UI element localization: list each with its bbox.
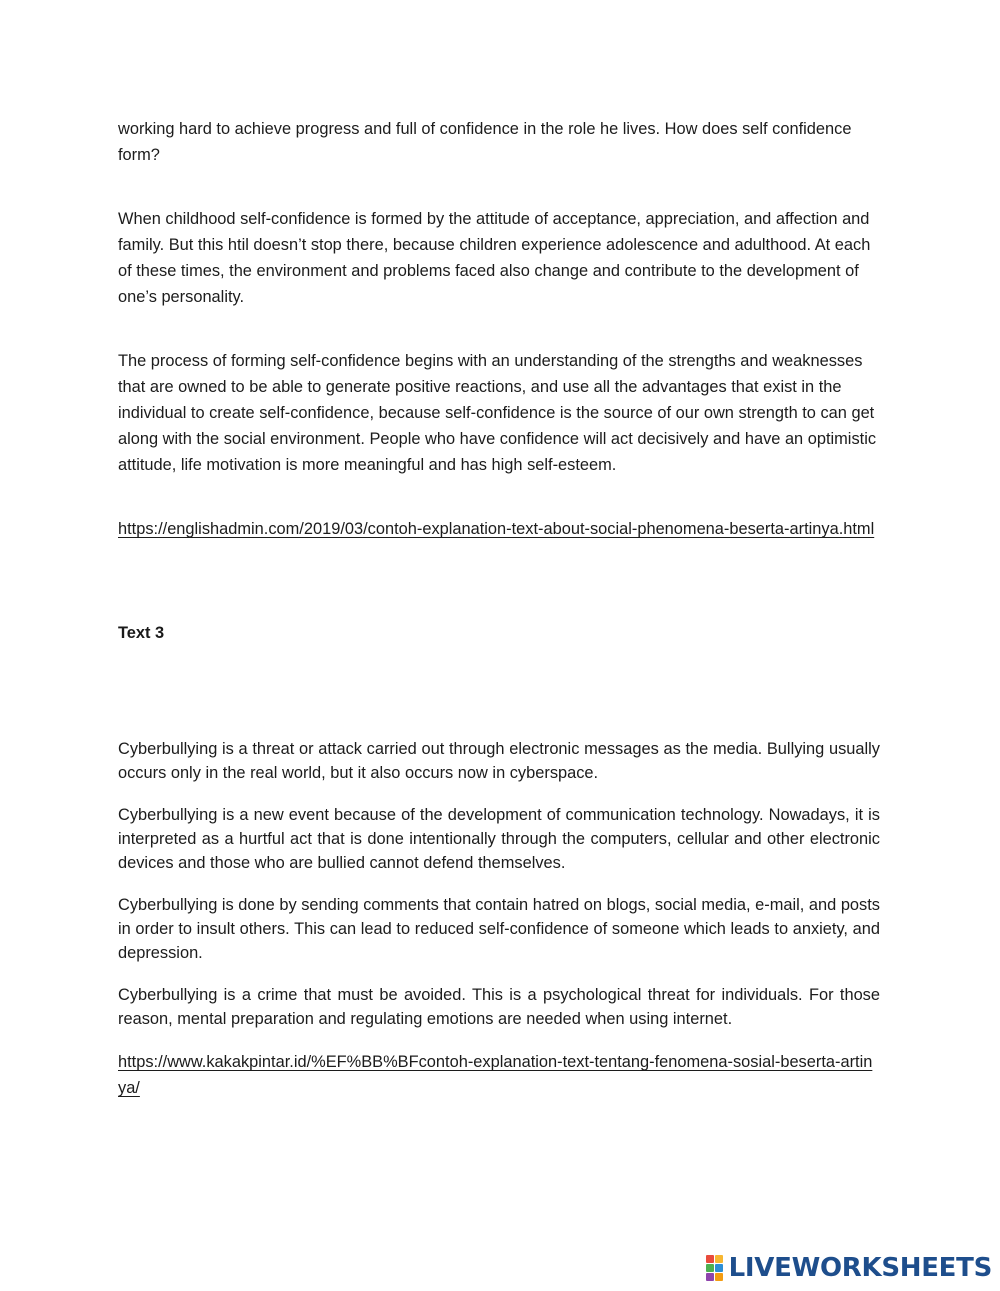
text-3-paragraph-1: Cyberbullying is a threat or attack carried out through electronic messages as the media. Bullying usually occurs only in the real world, but it also occurs now in cyberspace. [118,740,880,782]
paragraph-childhood: When childhood self-confidence is formed by the attitude of acceptance, appreciation, and affection and family. But this htil doesn’t stop there, because children experience adolescence and adulthood. At each of these times, the environment and problems faced also change and contribute to the development of one’s personality. [118,210,871,306]
paragraph-intro-end: working hard to achieve progress and full of confidence in the role he lives. How does self confidence form? [118,120,852,164]
liveworksheets-logo-icon [706,1255,723,1281]
liveworksheets-wordmark: LIVEWORKSHEETS [728,1253,992,1283]
source-link-3-wrapper [118,1049,880,1101]
text-3-paragraph-3: Cyberbullying is done by sending comments that contain hatred on blogs, social media, e-mail, and posts in order to insult others. This can lead to reduced self-confidence of someone which leads to anxiety, and depression. [118,896,880,962]
text-3-paragraph-4: Cyberbullying is a crime that must be avoided. This is a psychological threat for individuals. For those reason, mental preparation and regulating emotions are needed when using internet. [118,986,880,1028]
liveworksheets-brand[interactable] [706,1253,992,1283]
text-3-paragraph-2: Cyberbullying is a new event because of the development of communication technology. Nowadays, it is interpreted as a hurtful act that is done intentionally through the computers, cellular and other electronic devices and those who are bullied cannot defend themselves. [118,806,880,872]
source-link-3[interactable]: https://www.kakakpintar.id/%EF%BB%BFcontoh-explanation-text-tentang-fenomena-sosial-beserta-artinya/ [118,1053,873,1097]
paragraph-process: The process of forming self-confidence begins with an understanding of the strengths and weaknesses that are owned to be able to generate positive reactions, and use all the advantages that exist in the individual to create self-confidence, because self-confidence is the source of our own strength to can get along with the social environment. People who have confidence will act decisively and have an optimistic attitude, life motivation is more meaningful and has high self-esteem. [118,352,877,474]
source-link-2-wrapper [118,516,880,542]
text-3-heading: Text 3 [118,624,165,642]
source-link-2[interactable]: https://englishadmin.com/2019/03/contoh-explanation-text-about-social-phenomena-beserta-artinya.html [118,520,875,538]
